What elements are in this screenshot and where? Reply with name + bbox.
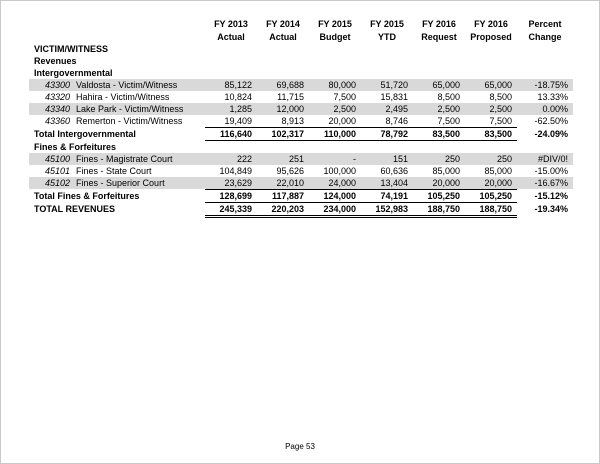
amount-cell: 65,000 [465,79,517,91]
amount-cell [413,67,465,79]
amount-cell: 74,191 [361,189,413,202]
amount-cell: 124,000 [309,189,361,202]
account-number: 45102 [45,177,71,188]
header-row-types [29,30,573,43]
amount-cell: 251 [257,153,309,165]
table-row [29,165,573,177]
account-name: Fines - State Court [76,165,152,176]
table-body [29,43,573,216]
amount-cell [465,67,517,79]
amount-cell [361,141,413,153]
amount-cell: 234,000 [309,202,361,216]
percent-change-cell [517,43,573,55]
table-row [29,153,573,165]
amount-cell [309,55,361,67]
amount-cell: 85,000 [484,165,512,176]
percent-change-cell [517,55,573,67]
amount-cell: 110,000 [309,128,361,141]
row-label: Intergovernmental [34,68,113,78]
amount-cell: 7,500 [333,92,356,102]
amount-cell: 7,500 [465,115,517,128]
amount-cell [309,141,361,153]
amount-cell [309,67,361,79]
table-row [29,189,573,202]
table-row [29,91,573,103]
col-header-fy2015-ytd: FY 2015 [370,18,404,29]
row-label: Revenues [34,56,77,66]
budget-table [29,17,573,218]
amount-cell: 100,000 [323,165,356,176]
amount-cell: 60,636 [380,165,408,176]
amount-cell: 24,000 [309,177,361,190]
amount-cell: 22,010 [257,177,309,190]
amount-cell: - [309,153,361,165]
percent-change-cell: -15.12% [534,190,568,201]
amount-cell [257,55,309,67]
account-name: Lake Park - Victim/Witness [76,104,184,114]
col-subheader-change: Change [528,31,562,42]
amount-cell: 8,500 [437,92,460,102]
amount-cell: 116,640 [205,128,257,141]
account-name: Fines - Superior Court [76,177,165,188]
amount-cell: 15,831 [380,92,408,102]
table-row [29,115,573,128]
col-subheader-proposed: Proposed [470,31,512,42]
col-subheader-actual-2013: Actual [217,31,245,42]
amount-cell: 2,495 [361,103,413,115]
amount-cell [465,43,517,55]
amount-cell: 220,203 [257,202,309,216]
page-number: Page 53 [285,442,315,451]
percent-change-cell: 0.00% [517,103,573,115]
row-label: Fines & Forfeitures [34,141,117,152]
row-label: TOTAL REVENUES [34,204,116,214]
row-label [29,103,205,115]
amount-cell [205,141,257,153]
amount-cell [309,43,361,55]
amount-cell: 1,285 [205,103,257,115]
amount-cell [257,43,309,55]
percent-change-cell: #DIV/0! [517,153,573,165]
row-label: Total Intergovernmental [34,129,136,139]
table-row [29,79,573,91]
table-row [29,55,573,67]
amount-cell: 222 [205,153,257,165]
row-label [29,165,205,177]
table-row [29,202,573,216]
amount-cell [465,141,517,153]
amount-cell: 7,500 [413,115,465,128]
account-number: 43360 [45,116,71,127]
amount-cell [205,55,257,67]
amount-cell: 20,000 [465,177,517,190]
amount-cell: 80,000 [309,79,361,91]
row-label [29,115,205,128]
amount-cell [257,141,309,153]
row-label [29,79,205,91]
percent-change-cell: -24.09% [534,129,568,139]
amount-cell: 245,339 [205,202,257,216]
amount-cell: 78,792 [361,128,413,141]
amount-cell: 19,409 [205,115,257,128]
account-number: 45100 [45,153,71,164]
percent-change-cell: -15.00% [534,165,568,176]
amount-cell: 8,913 [257,115,309,128]
account-number: 43320 [45,92,71,102]
percent-change-cell: -16.67% [517,177,573,190]
amount-cell [413,55,465,67]
amount-cell: 85,122 [205,79,257,91]
amount-cell [361,55,413,67]
amount-cell: 10,824 [224,92,252,102]
col-header-fy2014: FY 2014 [266,18,300,29]
row-label: Total Fines & Forfeitures [34,190,140,201]
amount-cell [205,43,257,55]
row-label [29,91,205,103]
amount-cell: 8,500 [489,92,512,102]
amount-cell: 250 [465,153,517,165]
amount-cell: 95,626 [276,165,304,176]
account-name: Valdosta - Victim/Witness [76,80,178,90]
table-row [29,43,573,55]
col-header-percent: Percent [528,18,562,29]
amount-cell: 188,750 [413,202,465,216]
col-subheader-actual-2014: Actual [269,31,297,42]
amount-cell [413,43,465,55]
account-name: Fines - Magistrate Court [76,153,173,164]
account-number: 43340 [45,104,71,114]
amount-cell [257,67,309,79]
header-spacer [29,17,205,30]
amount-cell: 8,746 [361,115,413,128]
amount-cell: 128,699 [205,189,257,202]
percent-change-cell: -62.50% [534,116,568,127]
account-name: Hahira - Victim/Witness [76,92,170,102]
amount-cell: 152,983 [361,202,413,216]
row-label [29,177,205,190]
amount-cell: 250 [413,153,465,165]
percent-change-cell: -19.34% [534,204,568,214]
amount-cell: 83,500 [465,128,517,141]
account-number: 45101 [45,165,71,176]
amount-cell: 20,000 [413,177,465,190]
amount-cell: 105,250 [413,189,465,202]
percent-change-cell [517,67,573,79]
table-row [29,103,573,115]
col-header-fy2016-proposed: FY 2016 [474,18,508,29]
col-header-fy2015-budget: FY 2015 [318,18,352,29]
amount-cell: 20,000 [309,115,361,128]
col-header-fy2013: FY 2013 [214,18,248,29]
amount-cell: 102,317 [257,128,309,141]
amount-cell: 83,500 [413,128,465,141]
col-header-fy2016-request: FY 2016 [422,18,456,29]
amount-cell: 12,000 [257,103,309,115]
amount-cell [413,141,465,153]
amount-cell [361,67,413,79]
amount-cell: 23,629 [205,177,257,190]
amount-cell: 188,750 [465,202,517,216]
amount-cell [361,43,413,55]
amount-cell: 117,887 [257,189,309,202]
amount-cell: 104,849 [219,165,252,176]
table-row [29,141,573,153]
amount-cell: 85,000 [432,165,460,176]
col-subheader-ytd: YTD [378,31,396,42]
amount-cell: 65,000 [413,79,465,91]
amount-cell: 2,500 [413,103,465,115]
account-name: Remerton - Victim/Witness [76,116,183,127]
account-number: 43300 [45,80,71,90]
table-row [29,67,573,79]
amount-cell: 151 [361,153,413,165]
percent-change-cell [517,141,573,153]
percent-change-cell: 13.33% [537,92,568,102]
header-spacer [29,30,205,43]
amount-cell: 11,715 [277,92,304,102]
amount-cell: 105,250 [465,189,517,202]
amount-cell [465,55,517,67]
percent-change-cell: -18.75% [517,79,573,91]
col-subheader-budget: Budget [319,31,351,42]
table-row [29,177,573,190]
table-row [29,128,573,141]
header-row-years [29,17,573,30]
row-label [29,153,205,165]
amount-cell: 69,688 [257,79,309,91]
amount-cell: 51,720 [361,79,413,91]
amount-cell [205,67,257,79]
row-label: VICTIM/WITNESS [34,44,108,54]
col-subheader-request: Request [421,31,457,42]
amount-cell: 13,404 [361,177,413,190]
amount-cell: 2,500 [309,103,361,115]
amount-cell: 2,500 [465,103,517,115]
